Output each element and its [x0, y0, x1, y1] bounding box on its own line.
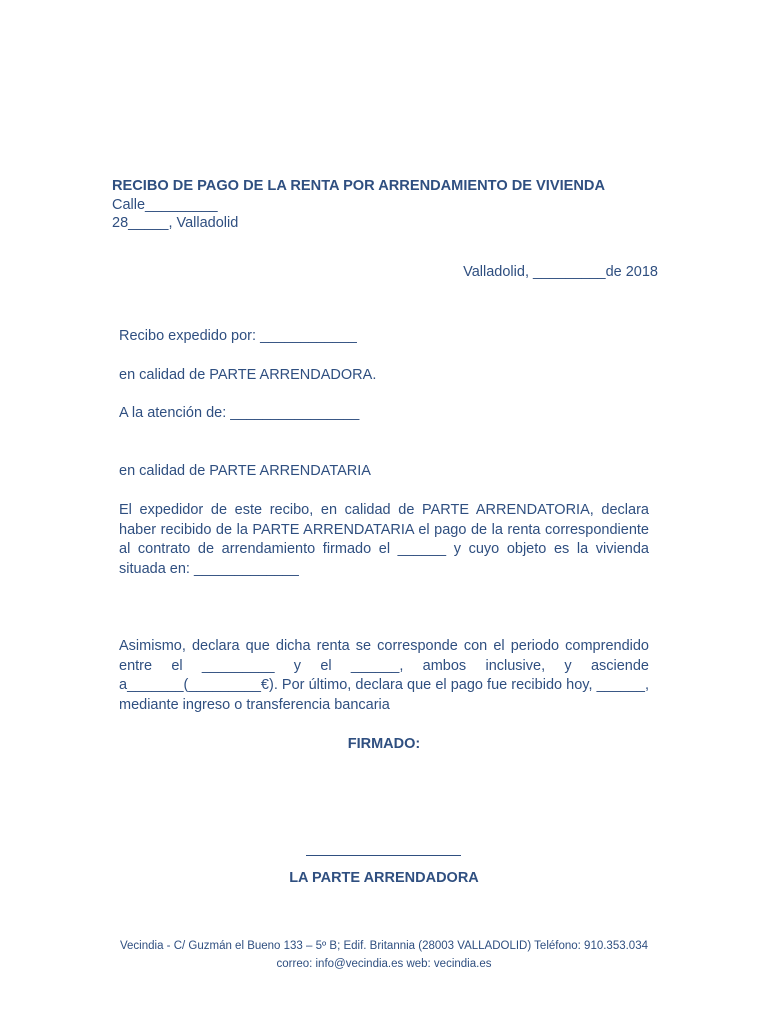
footer-contact: correo: info@vecindia.es web: vecindia.es — [276, 958, 492, 970]
date-line: Valladolid, _________de 2018 — [463, 264, 658, 280]
address-city: 28_____, Valladolid — [112, 215, 239, 231]
signature-line — [306, 855, 461, 856]
footer-address: Vecindia - C/ Guzmán el Bueno 133 – 5º B; Edif. Britannia (28003 VALLADOLID) Teléfono: 910.353.034 — [120, 940, 648, 952]
period-paragraph: Asimismo, declara que dicha renta se corresponde con el periodo comprendido entre el _________ y el ______, ambos inclusive, y asciende a_______(_________€). Por último, declara que el pago fue recibido hoy, ______, mediante ingreso o transferencia bancaria — [119, 638, 649, 713]
declaration-paragraph: El expedidor de este recibo, en calidad de PARTE ARRENDATORIA, declara haber recibido de la PARTE ARRENDATARIA el pago de la renta correspondiente al contrato de arrendamiento firmado el ______ y cuyo objeto es la vivienda situada en: _____________ — [119, 502, 649, 577]
issued-by-line: Recibo expedido por: ____________ — [119, 328, 357, 344]
signer-label: LA PARTE ARRENDADORA — [289, 870, 479, 886]
attention-to-line: A la atención de: ________________ — [119, 405, 360, 421]
signed-label: FIRMADO: — [347, 736, 421, 752]
landlord-role-line: en calidad de PARTE ARRENDADORA. — [119, 367, 377, 383]
tenant-role-line: en calidad de PARTE ARRENDATARIA — [119, 463, 371, 479]
document-title: RECIBO DE PAGO DE LA RENTA POR ARRENDAMIENTO DE VIVIENDA — [112, 178, 605, 194]
address-street: Calle_________ — [112, 197, 218, 213]
